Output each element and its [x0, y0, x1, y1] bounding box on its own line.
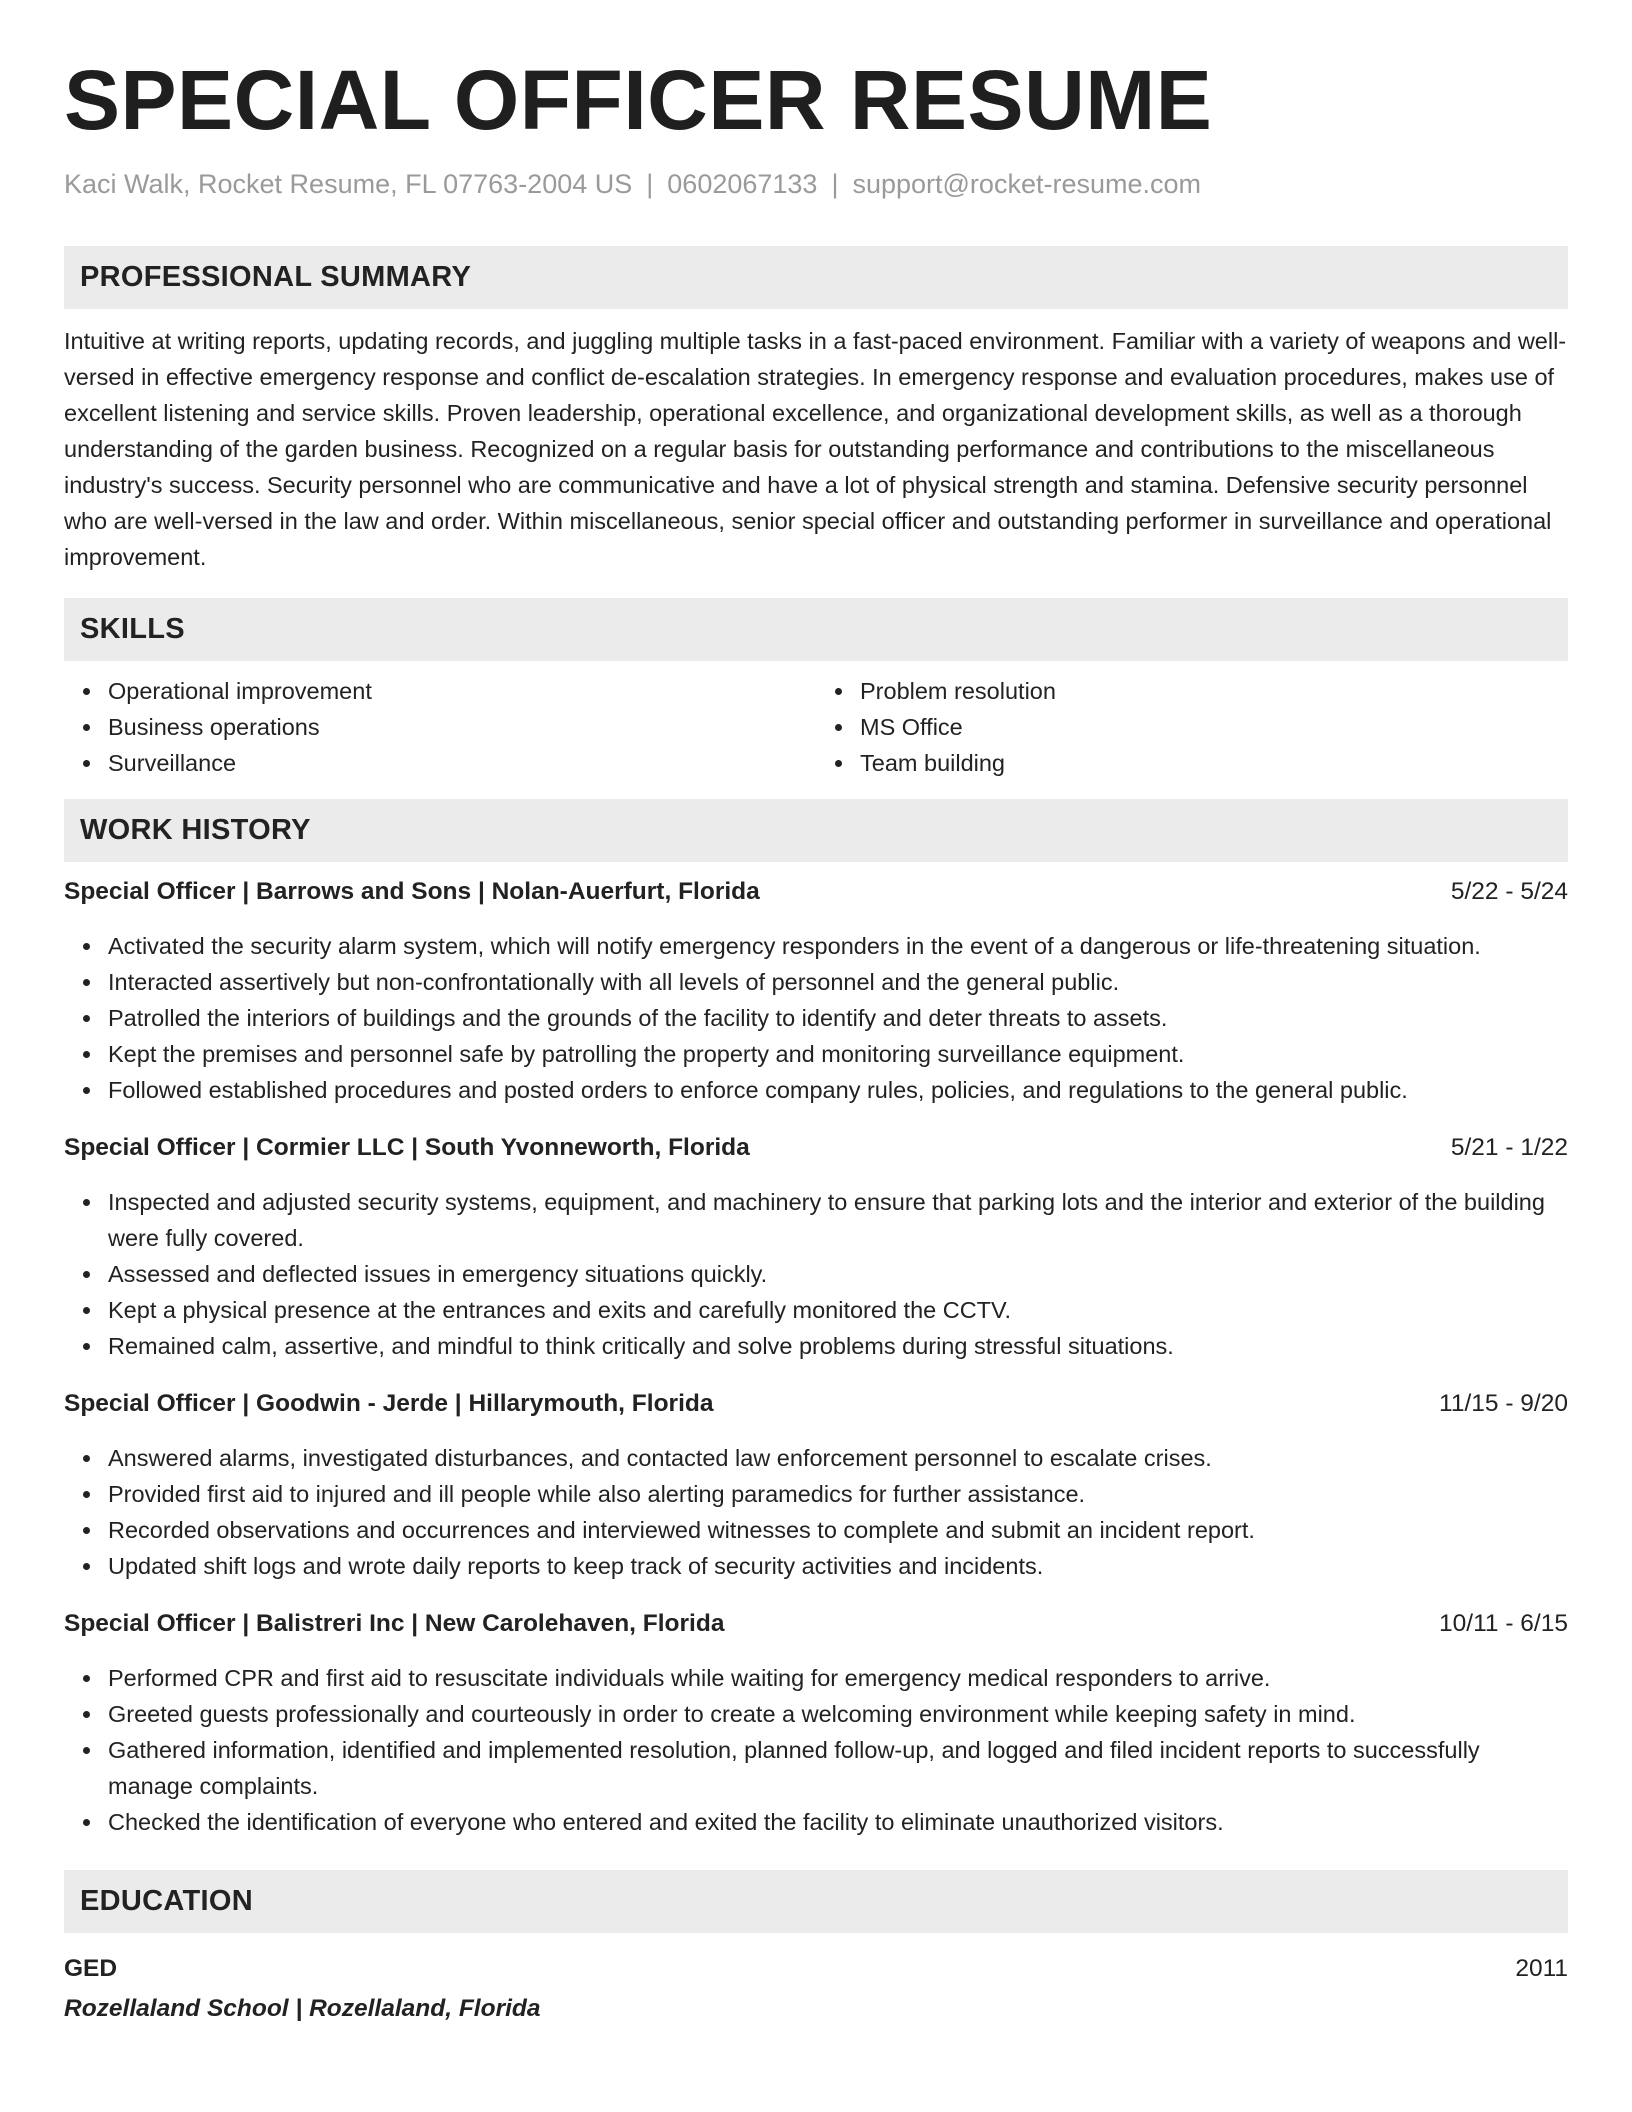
education-school: Rozellaland School | Rozellaland, Florida — [64, 1995, 541, 2023]
skills-grid — [64, 673, 1568, 781]
job-entry — [64, 1130, 1568, 1364]
skills-column-right — [816, 673, 1568, 781]
job-bullet: Kept a physical presence at the entrances and exits and carefully monitored the CCTV. — [108, 1292, 1568, 1328]
job-header — [64, 1606, 1568, 1642]
skill-item: Business operations — [108, 709, 816, 745]
job-bullet: Patrolled the interiors of buildings and the grounds of the facility to identify and deter threats to assets. — [108, 1000, 1568, 1036]
job-bullet: Performed CPR and first aid to resuscitate individuals while waiting for emergency medical responders to arrive. — [108, 1660, 1568, 1696]
contact-phone: 0602067133 — [667, 169, 818, 199]
skill-item: Surveillance — [108, 745, 816, 781]
contact-separator: | — [831, 169, 839, 199]
job-bullet: Followed established procedures and posted orders to enforce company rules, policies, and regulations to the general public. — [108, 1072, 1568, 1108]
contact-address: Kaci Walk, Rocket Resume, FL 07763-2004 US — [64, 169, 633, 199]
contact-line — [64, 168, 1568, 200]
job-title: Special Officer | Balistreri Inc | New Carolehaven, Florida — [64, 1610, 725, 1638]
job-bullet: Activated the security alarm system, which will notify emergency responders in the event of a dangerous or life-threatening situation. — [108, 928, 1568, 964]
job-title: Special Officer | Cormier LLC | South Yvonneworth, Florida — [64, 1134, 750, 1162]
job-bullet: Interacted assertively but non-confrontationally with all levels of personnel and the general public. — [108, 964, 1568, 1000]
work-history-section — [64, 799, 1568, 1840]
job-title: Special Officer | Barrows and Sons | Nolan-Auerfurt, Florida — [64, 878, 760, 906]
job-bullets — [64, 928, 1568, 1108]
job-entry — [64, 1606, 1568, 1840]
job-bullet: Provided first aid to injured and ill people while also alerting paramedics for further assistance. — [108, 1476, 1568, 1512]
job-bullet: Gathered information, identified and implemented resolution, planned follow-up, and logged and filed incident reports to successfully manage complaints. — [108, 1732, 1568, 1804]
job-bullet: Remained calm, assertive, and mindful to think critically and solve problems during stressful situations. — [108, 1328, 1568, 1364]
job-entry — [64, 874, 1568, 1108]
job-header — [64, 874, 1568, 910]
summary-section — [64, 246, 1568, 575]
job-entry — [64, 1386, 1568, 1584]
skill-item: MS Office — [860, 709, 1568, 745]
education-header — [64, 1951, 1568, 1987]
section-header-skills: SKILLS — [64, 598, 1568, 661]
job-bullets — [64, 1184, 1568, 1364]
skills-column-left — [64, 673, 816, 781]
job-bullet: Checked the identification of everyone who entered and exited the facility to eliminate unauthorized visitors. — [108, 1804, 1568, 1840]
summary-text: Intuitive at writing reports, updating records, and juggling multiple tasks in a fast-paced environment. Familiar with a variety of weapons and well-versed in effective emergency response and conflict de-escalation strategies. In emergency response and evaluation procedures, makes use of excellent listening and service skills. Proven leadership, operational excellence, and organizational development skills, as well as a thorough understanding of the garden business. Recognized on a regular basis for outstanding performance and contributions to the miscellaneous industry's success. Security personnel who are communicative and have a lot of physical strength and stamina. Defensive security personnel who are well-versed in the law and order. Within miscellaneous, senior special officer and outstanding performer in surveillance and operational improvement. — [64, 328, 1567, 571]
section-header-education: EDUCATION — [64, 1870, 1568, 1933]
education-degree: GED — [64, 1955, 118, 1983]
job-bullets — [64, 1660, 1568, 1840]
job-bullet: Inspected and adjusted security systems, equipment, and machinery to ensure that parking lots and the interior and exterior of the building were fully covered. — [108, 1184, 1568, 1256]
job-bullet: Kept the premises and personnel safe by patrolling the property and monitoring surveillance equipment. — [108, 1036, 1568, 1072]
education-year: 2011 — [1515, 1955, 1568, 1983]
section-header-work: WORK HISTORY — [64, 799, 1568, 862]
skill-item: Operational improvement — [108, 673, 816, 709]
job-bullet: Recorded observations and occurrences and interviewed witnesses to complete and submit an incident report. — [108, 1512, 1568, 1548]
job-bullets — [64, 1440, 1568, 1584]
contact-separator: | — [646, 169, 654, 199]
skills-section — [64, 598, 1568, 781]
job-bullet: Greeted guests professionally and courteously in order to create a welcoming environment while keeping safety in mind. — [108, 1696, 1568, 1732]
job-title: Special Officer | Goodwin - Jerde | Hillarymouth, Florida — [64, 1390, 714, 1418]
job-bullet: Updated shift logs and wrote daily reports to keep track of security activities and incidents. — [108, 1548, 1568, 1584]
resume-title: SPECIAL OFFICER RESUME — [64, 53, 1213, 147]
job-bullet: Assessed and deflected issues in emergency situations quickly. — [108, 1256, 1568, 1292]
job-header — [64, 1130, 1568, 1166]
education-section — [64, 1870, 1568, 2027]
skill-item: Problem resolution — [860, 673, 1568, 709]
job-dates: 5/21 - 1/22 — [1450, 1134, 1568, 1162]
job-bullet: Answered alarms, investigated disturbances, and contacted law enforcement personnel to escalate crises. — [108, 1440, 1568, 1476]
job-dates: 5/22 - 5/24 — [1450, 878, 1568, 906]
section-header-summary: PROFESSIONAL SUMMARY — [64, 246, 1568, 309]
job-dates: 10/11 - 6/15 — [1439, 1610, 1568, 1638]
job-dates: 11/15 - 9/20 — [1439, 1390, 1568, 1418]
contact-email: support@rocket-resume.com — [852, 169, 1201, 199]
skill-item: Team building — [860, 745, 1568, 781]
job-header — [64, 1386, 1568, 1422]
